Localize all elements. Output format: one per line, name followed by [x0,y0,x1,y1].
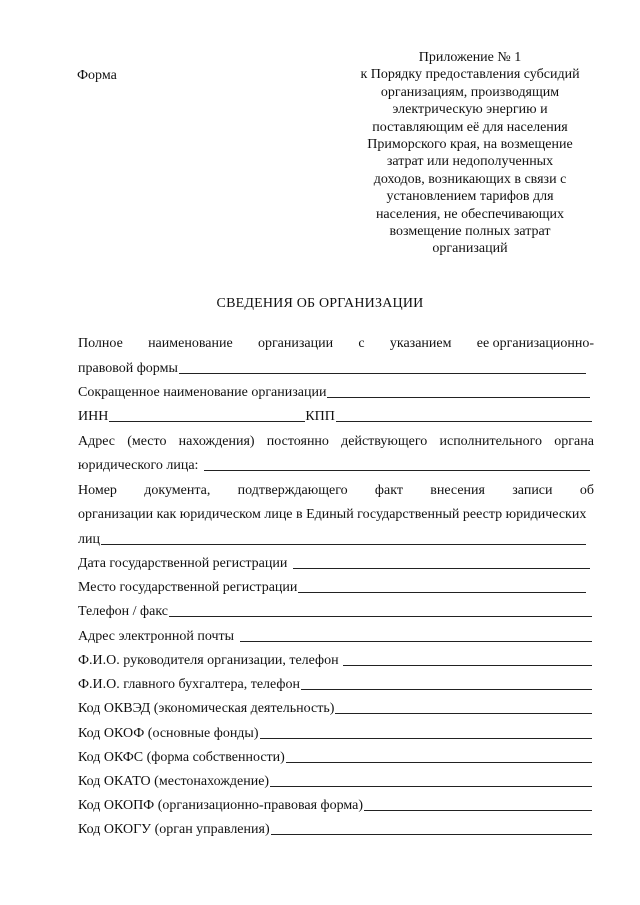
okogu-label: Код ОКОГУ (орган управления) [78,822,270,837]
doc-word: документа, [144,483,211,498]
address-word: действующего [341,434,428,449]
full-name-word: наименование [148,336,233,351]
appendix-header [340,49,600,258]
appendix-line: электрическую энергию и [392,102,548,118]
address-blank[interactable] [204,456,590,471]
doc-word: Номер [78,483,117,498]
address-label-line [78,430,594,450]
short-name-field[interactable] [78,381,590,401]
address-field[interactable] [78,454,590,474]
appendix-line: организациям, производящим [380,84,560,100]
email-blank[interactable] [240,627,592,642]
document-title: СВЕДЕНИЯ ОБ ОРГАНИЗАЦИИ [216,296,424,311]
doc-label-2: организации как юридическом лице в Единый государственный реестр юридических [78,507,587,522]
okogu-blank[interactable] [271,820,592,835]
full-name-word: организации [257,336,334,351]
okfs-label: Код ОКФС (форма собственности) [78,750,285,765]
doc-word: факт [374,483,403,498]
full-name-word: ее организационно- [476,336,594,351]
reg-date-blank[interactable] [293,554,590,569]
full-name-word: Полное [78,336,123,351]
full-name-word: указанием [389,336,452,351]
appendix-line: к Порядку предоставления субсидий [360,67,580,83]
phone-fax-field[interactable] [78,600,592,620]
appendix-line: установлением тарифов для [386,189,554,205]
okopf-blank[interactable] [364,796,592,811]
reg-place-label: Место государственной регистрации [78,580,298,595]
okfs-field[interactable] [78,746,592,766]
okato-blank[interactable] [270,772,592,787]
address-label: юридического лица: [78,458,199,473]
head-field[interactable] [78,649,592,669]
appendix-line: организаций [432,241,508,257]
head-label: Ф.И.О. руководителя организации, телефон [78,653,339,668]
okato-label: Код ОКАТО (местонахождение) [78,774,270,789]
doc-word: записи [512,483,553,498]
appendix-line: затрат или недополученных [386,154,554,170]
doc-word: подтверждающего [237,483,348,498]
doc-word: внесения [430,483,485,498]
address-word: Адрес [78,434,116,449]
email-label: Адрес электронной почты [78,629,235,644]
reg-place-field[interactable] [78,576,586,596]
address-word: органа [554,434,594,449]
okved-blank[interactable] [335,699,592,714]
address-word: постоянно [266,434,329,449]
okof-label: Код ОКОФ (основные фонды) [78,726,259,741]
appendix-line: доходов, возникающих в связи с [373,171,567,187]
phone-fax-label: Телефон / факс [78,604,169,619]
reg-date-field[interactable] [78,552,590,572]
full-name-blank[interactable] [179,359,586,374]
doc-word: об [579,483,594,498]
okved-field[interactable] [78,697,592,717]
doc-label-line [78,479,594,499]
address-word: (место [127,434,167,449]
inn-label: ИНН [78,409,109,424]
okof-blank[interactable] [260,724,593,739]
kpp-blank[interactable] [336,407,592,422]
appendix-line: Приморского края, на возмещение [367,137,573,153]
appendix-line: населения, не обеспечивающих [375,206,565,222]
accountant-blank[interactable] [301,675,592,690]
email-field[interactable] [78,625,592,645]
okopf-field[interactable] [78,794,592,814]
reg-place-blank[interactable] [298,578,586,593]
kpp-label: КПП [305,409,335,424]
appendix-line: поставляющим её для населения [372,119,568,135]
okopf-label: Код ОКОПФ (организационно-правовая форма) [78,798,364,813]
form-label: Форма [77,68,117,83]
okato-field[interactable] [78,770,592,790]
accountant-label: Ф.И.О. главного бухгалтера, телефон [78,677,300,692]
full-name-label: правовой формы [78,361,178,376]
address-word: нахождения) [178,434,255,449]
inn-blank[interactable] [109,407,305,422]
doc-label-line-2 [78,503,594,523]
phone-fax-blank[interactable] [169,602,592,617]
okof-field[interactable] [78,722,592,742]
okved-label: Код ОКВЭД (экономическая деятельность) [78,701,335,716]
accountant-field[interactable] [78,673,592,693]
appendix-line: возмещение полных затрат [389,224,551,240]
doc-label: лиц [78,532,100,547]
short-name-label: Сокращенное наименование организации [78,385,327,400]
okogu-field[interactable] [78,818,592,838]
full-name-field[interactable] [78,357,586,377]
head-blank[interactable] [343,651,592,666]
full-name-word: с [358,336,365,351]
doc-blank[interactable] [101,530,586,545]
short-name-blank[interactable] [327,383,590,398]
doc-field[interactable] [78,528,586,548]
appendix-line: Приложение № 1 [418,50,522,65]
inn-kpp-field[interactable] [78,405,592,425]
okfs-blank[interactable] [286,748,592,763]
address-word: исполнительного [439,434,543,449]
full-name-label-line [78,332,594,352]
reg-date-label: Дата государственной регистрации [78,556,288,571]
